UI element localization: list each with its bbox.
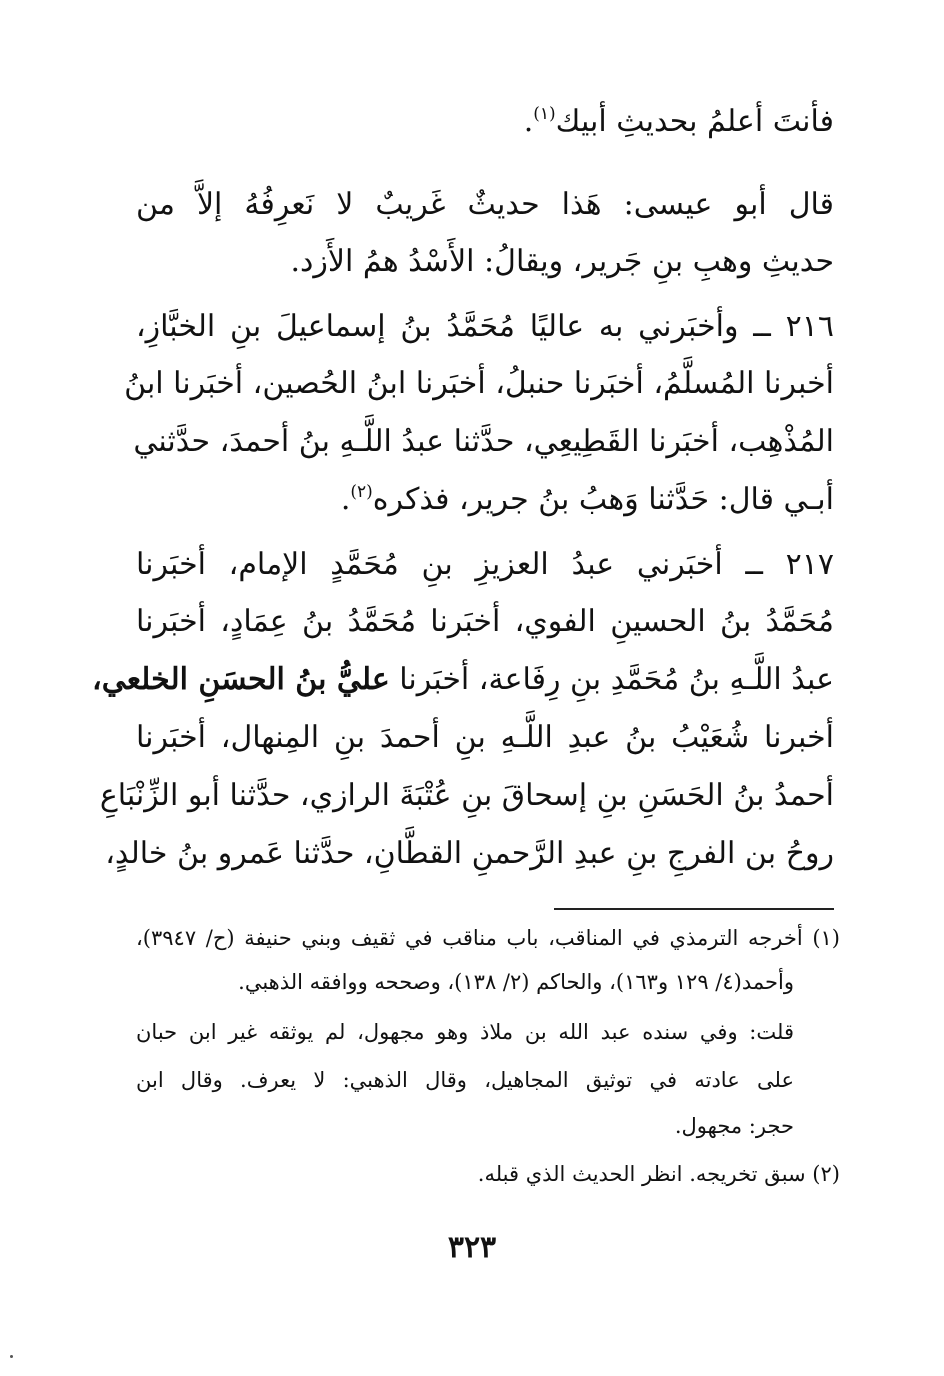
footnote-ref-1: (١) bbox=[533, 104, 556, 124]
hadith-216-line-3: المُذْهِب، أخبَرنا القَطِيعِي، حدَّثنا عبدُ اللَّـهِ بنُ أحمدَ، حدَّثني bbox=[133, 424, 834, 459]
bold-narrator-name: عليُّ بنُ الحسَنِ الخلعي، bbox=[92, 662, 390, 697]
footnote-1-line-3: قلت: وفي سنده عبد الله بن ملاذ وهو مجهول، لم يوثقه غير ابن حبان bbox=[136, 1020, 794, 1044]
hadith-217-line-3 bbox=[92, 658, 834, 702]
footnote-1-line-1: (١) أخرجه الترمذي في المناقب، باب مناقب في ثقيف وبني حنيفة (ح/ ٣٩٤٧)، bbox=[136, 926, 840, 950]
footnote-1-line-2: وأحمد(٤/ ١٢٩ و١٦٣)، والحاكم (٢/ ١٣٨)، وصححه ووافقه الذهبي. bbox=[238, 970, 794, 994]
hadith-217-line-1: ٢١٧ ــ أخبَرني عبدُ العزيزِ بنِ مُحَمَّدٍ الإمام، أخبَرنا bbox=[136, 547, 834, 582]
body-text: فأنتَ أعلمُ بحديثِ أبيك bbox=[555, 104, 834, 139]
body-text: أبـي قال: حَدَّثنا وَهبُ بنُ جرير، فذكره bbox=[372, 482, 834, 517]
hadith-216-line-1: ٢١٦ ــ وأخبَرني به عاليًا مُحَمَّدُ بنُ إسماعيلَ بنِ الخبَّازِ، bbox=[136, 309, 834, 344]
footnote-1-line-5: حجر: مجهول. bbox=[674, 1114, 794, 1138]
footnote-separator bbox=[554, 908, 834, 910]
hadith-216-line-4 bbox=[136, 478, 834, 522]
body-line-3: حديثِ وهبِ بنِ جَرير، ويقالُ: الأَسْدُ همُ الأَزد. bbox=[290, 244, 834, 279]
hadith-217-line-5: أحمدُ بنُ الحَسَنِ بنِ إسحاقَ بنِ عُتْبَةَ الرازي، حدَّثنا أبو الزِّنْبَاعِ bbox=[99, 778, 834, 813]
punctuation: . bbox=[523, 104, 534, 139]
body-line-2: قال أبو عيسى: هَذا حديثٌ غَريبٌ لا نَعرِفُهُ إلاَّ من bbox=[136, 187, 834, 222]
body-line-1 bbox=[136, 100, 834, 144]
footnote-1-line-4: على عادته في توثيق المجاهيل، وقال الذهبي: لا يعرف. وقال ابن bbox=[136, 1068, 794, 1092]
hadith-217-line-6: روحُ بن الفرجِ بنِ عبدِ الرَّحمنِ القطَّانِ، حدَّثنا عَمرو بنُ خالدٍ، bbox=[105, 836, 834, 871]
hadith-217-line-4: أخبرنا شُعَيْبُ بنُ عبدِ اللَّـهِ بنِ أحمدَ بنِ المِنهال، أخبَرنا bbox=[136, 720, 834, 755]
punctuation: . bbox=[340, 482, 351, 517]
hadith-217-line-2: مُحَمَّدُ بنُ الحسينِ الفوي، أخبَرنا مُحَمَّدُ بنُ عِمَادٍ، أخبَرنا bbox=[136, 604, 834, 639]
page-number: ٣٢٣ bbox=[447, 1230, 497, 1265]
footnote-ref-2: (٢) bbox=[350, 482, 373, 502]
footnote-2-line-1: (٢) سبق تخريجه. انظر الحديث الذي قبله. bbox=[477, 1162, 840, 1186]
scan-speck bbox=[10, 1355, 13, 1358]
hadith-216-line-2: أخبرنا المُسلَّمُ، أخبَرنا حنبلُ، أخبَرنا ابنُ الحُصين، أخبَرنا ابنُ bbox=[124, 366, 834, 401]
body-text: عبدُ اللَّـهِ بنُ مُحَمَّدِ بنِ رِفَاعة، أخبَرنا bbox=[389, 662, 834, 697]
